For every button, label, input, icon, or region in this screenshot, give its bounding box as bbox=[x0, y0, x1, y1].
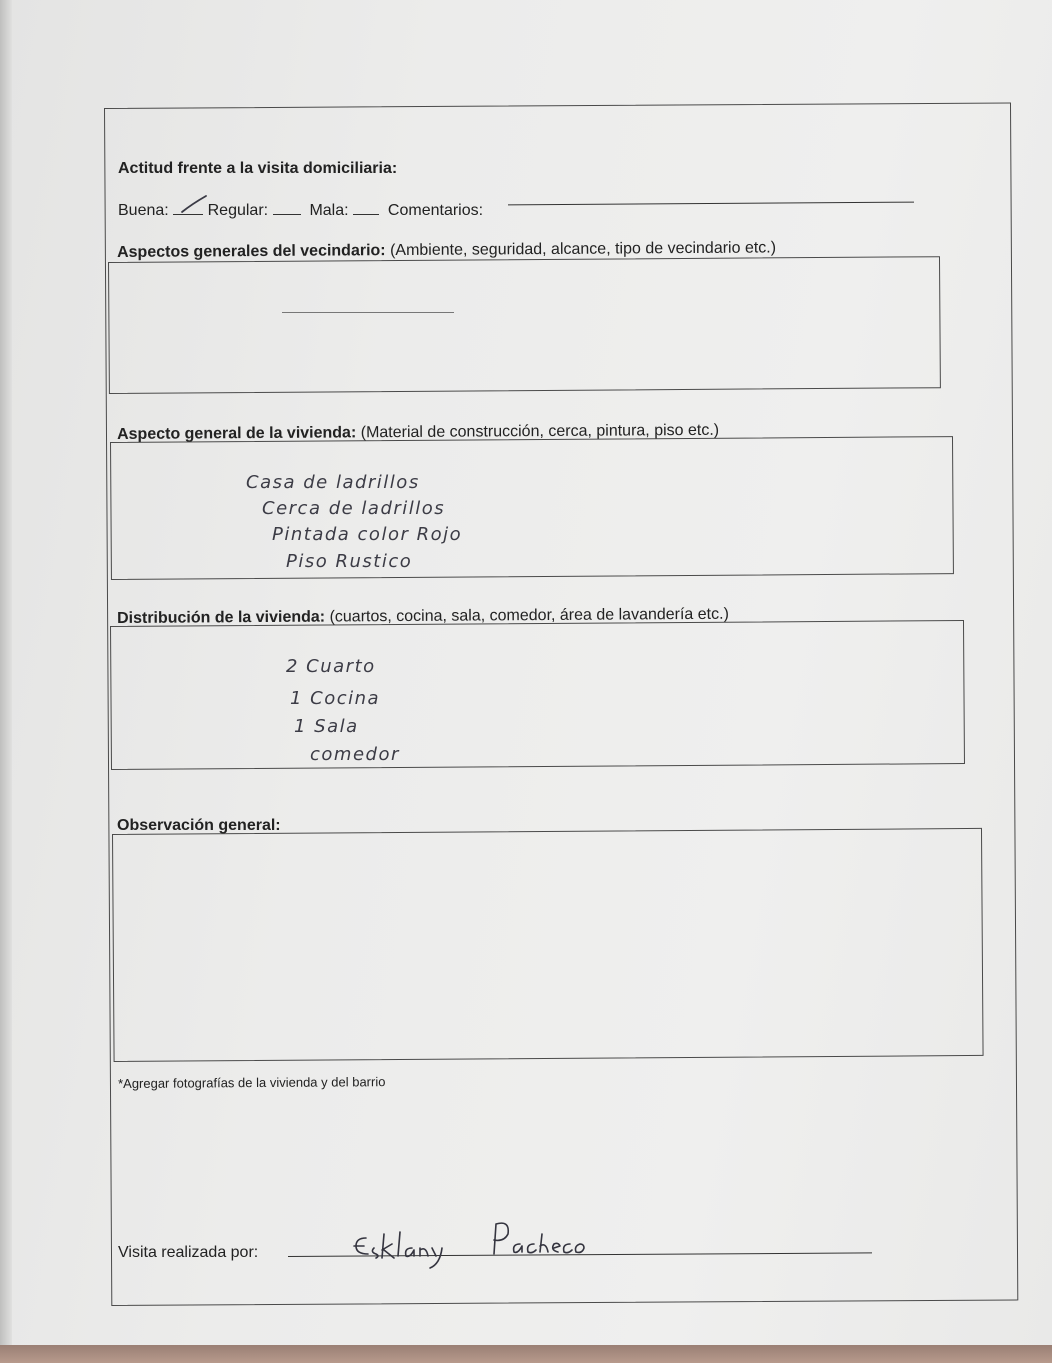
comentarios-label: Comentarios: bbox=[387, 202, 484, 219]
distribution-heading: Distribución de la vivienda: bbox=[117, 608, 326, 627]
distribution-line-3: 1 Sala bbox=[294, 716, 359, 737]
housing-hint: (Material de construcción, cerca, pintura, piso etc.) bbox=[360, 421, 720, 442]
distribution-hint: (cuartos, cocina, sala, comedor, área de lavandería etc.) bbox=[329, 605, 729, 626]
paper-edge-shadow bbox=[0, 0, 12, 1345]
neighborhood-heading: Aspectos generales del vecindario: bbox=[117, 242, 386, 261]
regular-blank[interactable] bbox=[273, 200, 301, 215]
housing-line-3: Pintada color Rojo bbox=[272, 524, 463, 545]
observation-box[interactable] bbox=[112, 828, 984, 1062]
photo-note: *Agregar fotografías de la vivienda y del barrio bbox=[118, 1074, 386, 1091]
neighborhood-hint: (Ambiente, seguridad, alcance, tipo de vecindario etc.) bbox=[389, 239, 777, 260]
housing-heading: Aspecto general de la vivienda: bbox=[117, 424, 357, 443]
signature-drawing bbox=[348, 1208, 588, 1274]
neighborhood-stray-line bbox=[282, 312, 454, 313]
visit-label: Visita realizada por: bbox=[118, 1244, 259, 1261]
table-surface bbox=[0, 1345, 1052, 1363]
checkmark-icon bbox=[180, 194, 210, 216]
attitude-options-row bbox=[118, 200, 483, 220]
mala-blank[interactable] bbox=[353, 200, 379, 215]
housing-box[interactable] bbox=[110, 436, 954, 580]
mala-label: Mala: bbox=[309, 202, 349, 219]
housing-line-2: Cerca de ladrillos bbox=[262, 498, 446, 519]
housing-line-4: Piso Rustico bbox=[286, 551, 413, 572]
observation-heading: Observación general: bbox=[117, 817, 281, 834]
attitude-heading: Actitud frente a la visita domiciliaria: bbox=[118, 160, 398, 177]
distribution-box[interactable] bbox=[110, 620, 965, 770]
housing-line-1: Casa de ladrillos bbox=[246, 472, 420, 493]
distribution-line-2: 1 Cocina bbox=[290, 688, 381, 709]
buena-label: Buena: bbox=[118, 202, 169, 219]
distribution-line-4: comedor bbox=[310, 744, 400, 765]
regular-label: Regular: bbox=[207, 202, 269, 219]
neighborhood-box[interactable] bbox=[108, 256, 941, 394]
distribution-line-1: 2 Cuarto bbox=[286, 656, 376, 677]
